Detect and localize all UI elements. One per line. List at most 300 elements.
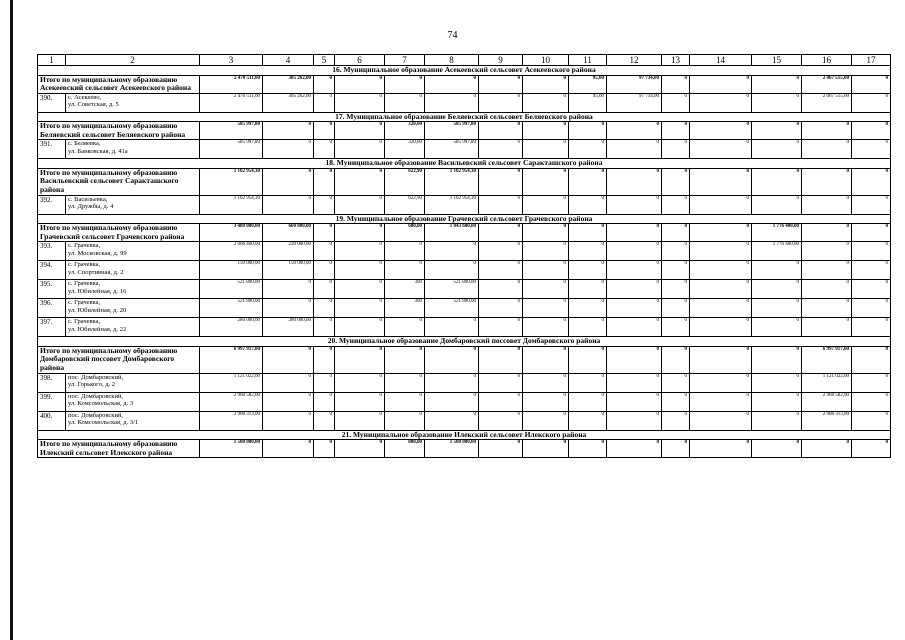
header-cell: 7 bbox=[385, 55, 425, 66]
row-cell: 0 bbox=[263, 299, 314, 318]
row-cell: 0 bbox=[263, 195, 314, 214]
section-total-row bbox=[38, 75, 891, 93]
section-title: 20. Муниципальное образование Домбаровский поссовет Домбаровского района bbox=[38, 337, 891, 347]
row-address bbox=[66, 411, 200, 430]
section-title-row bbox=[38, 214, 891, 224]
row-cell: 0 bbox=[852, 373, 891, 392]
total-cell: 0 bbox=[607, 122, 662, 140]
total-cell: 0 bbox=[752, 122, 802, 140]
table-row bbox=[38, 373, 891, 392]
row-number: 390. bbox=[38, 93, 66, 112]
row-cell: 0 bbox=[425, 392, 479, 411]
total-cell: 1 162 954,30 bbox=[425, 168, 479, 195]
total-cell: 0 bbox=[335, 122, 385, 140]
total-cell: 0 bbox=[263, 346, 314, 373]
row-cell: 2 968 582,00 bbox=[200, 392, 263, 411]
table-body bbox=[38, 55, 891, 458]
row-cell: 0 bbox=[523, 195, 569, 214]
row-cell: 0 bbox=[479, 373, 523, 392]
table-row bbox=[38, 242, 891, 261]
row-cell: 0 bbox=[335, 373, 385, 392]
total-cell: 0 bbox=[802, 440, 852, 458]
row-cell: 0 bbox=[607, 373, 662, 392]
row-cell: 0 bbox=[662, 242, 690, 261]
row-cell: 0 bbox=[607, 392, 662, 411]
row-cell: 0 bbox=[425, 93, 479, 112]
total-cell: 0 bbox=[314, 168, 335, 195]
header-cell: 10 bbox=[523, 55, 569, 66]
total-cell: 0 bbox=[314, 122, 335, 140]
row-address bbox=[66, 195, 200, 214]
row-address bbox=[66, 318, 200, 337]
total-cell: 0 bbox=[752, 346, 802, 373]
row-cell: 0 bbox=[802, 242, 852, 261]
total-cell: 0 bbox=[852, 346, 891, 373]
row-cell: 320,00 bbox=[385, 140, 425, 159]
row-cell: 0 bbox=[690, 242, 752, 261]
table-row bbox=[38, 140, 891, 159]
total-label: Итого по муниципальному образованию Илекский сельсовет Илекского района bbox=[38, 440, 200, 458]
row-cell: 0 bbox=[479, 280, 523, 299]
page-number: 74 bbox=[447, 30, 458, 41]
row-cell: 0 bbox=[314, 318, 335, 337]
total-cell: 0 bbox=[852, 122, 891, 140]
total-cell: 0 bbox=[662, 224, 690, 242]
row-cell: 0 bbox=[662, 392, 690, 411]
total-cell: 0 bbox=[335, 75, 385, 93]
row-cell: 0 bbox=[479, 411, 523, 430]
total-cell: 1 162 954,30 bbox=[200, 168, 263, 195]
row-cell: 0 bbox=[662, 411, 690, 430]
total-cell: 0 bbox=[690, 224, 752, 242]
total-cell: 0 bbox=[335, 224, 385, 242]
header-cell: 8 bbox=[425, 55, 479, 66]
row-cell: 0 bbox=[607, 318, 662, 337]
row-number: 399. bbox=[38, 392, 66, 411]
row-cell: 0 bbox=[690, 318, 752, 337]
row-address bbox=[66, 299, 200, 318]
total-cell: 0 bbox=[607, 440, 662, 458]
row-cell: 0 bbox=[335, 261, 385, 280]
row-address bbox=[66, 140, 200, 159]
row-cell: 0 bbox=[690, 299, 752, 318]
total-cell: 3 480 000,00 bbox=[200, 224, 263, 242]
header-cell: 4 bbox=[263, 55, 314, 66]
header-cell: 17 bbox=[852, 55, 891, 66]
row-cell: 0 bbox=[569, 411, 607, 430]
row-cell: 0 bbox=[385, 242, 425, 261]
row-cell: 280 000,00 bbox=[263, 318, 314, 337]
total-cell: 0 bbox=[263, 440, 314, 458]
row-cell: 0 bbox=[479, 318, 523, 337]
row-number: 396. bbox=[38, 299, 66, 318]
total-cell: 0 bbox=[662, 346, 690, 373]
address-line-1: с. Грачевка, bbox=[68, 318, 101, 326]
table-row bbox=[38, 93, 891, 112]
row-cell: 0 bbox=[802, 195, 852, 214]
total-cell: 0 bbox=[607, 168, 662, 195]
row-cell: 0 bbox=[385, 392, 425, 411]
row-cell: 0 bbox=[523, 318, 569, 337]
section-total-row bbox=[38, 122, 891, 140]
row-cell: 0 bbox=[523, 261, 569, 280]
row-cell: 0 bbox=[690, 392, 752, 411]
row-cell: 0 bbox=[479, 195, 523, 214]
row-cell: 0 bbox=[752, 93, 802, 112]
section-title-row bbox=[38, 112, 891, 122]
row-cell: 0 bbox=[802, 318, 852, 337]
header-cell: 16 bbox=[802, 55, 852, 66]
total-cell: 800,00 bbox=[385, 440, 425, 458]
row-cell: 0 bbox=[607, 261, 662, 280]
row-cell: 0 bbox=[752, 195, 802, 214]
row-cell: 0 bbox=[607, 280, 662, 299]
total-cell: 0 bbox=[752, 75, 802, 93]
row-cell: 0 bbox=[852, 318, 891, 337]
header-cell: 6 bbox=[335, 55, 385, 66]
row-cell: 0 bbox=[662, 93, 690, 112]
total-cell: 0 bbox=[662, 440, 690, 458]
total-cell: 0 bbox=[523, 168, 569, 195]
total-cell: 0 bbox=[425, 75, 479, 93]
row-cell: 0 bbox=[852, 299, 891, 318]
row-cell: 1 776 400,00 bbox=[752, 242, 802, 261]
row-number: 394. bbox=[38, 261, 66, 280]
row-cell: 585 997,80 bbox=[200, 140, 263, 159]
row-cell: 0 bbox=[314, 195, 335, 214]
total-cell: 0 bbox=[263, 168, 314, 195]
row-cell: 0 bbox=[662, 140, 690, 159]
total-cell: 0 bbox=[569, 346, 607, 373]
row-cell: 0 bbox=[335, 93, 385, 112]
row-cell: 0 bbox=[607, 195, 662, 214]
address-line-1: с. Асекеево, bbox=[68, 93, 102, 101]
total-cell: 0 bbox=[385, 346, 425, 373]
row-cell: 0 bbox=[802, 280, 852, 299]
row-cell: 0 bbox=[314, 93, 335, 112]
total-cell: 1 043 600,00 bbox=[425, 224, 479, 242]
row-cell: 0 bbox=[523, 299, 569, 318]
row-cell: 2 006 400,00 bbox=[200, 242, 263, 261]
row-cell: 0 bbox=[802, 261, 852, 280]
total-label: Итого по муниципальному образованию Васильевский сельсовет Саракташского района bbox=[38, 168, 200, 195]
total-cell: 0 bbox=[314, 346, 335, 373]
row-cell: 0 bbox=[335, 140, 385, 159]
row-cell: 300 bbox=[385, 299, 425, 318]
header-row bbox=[38, 55, 891, 66]
row-cell: 0 bbox=[523, 140, 569, 159]
header-cell: 15 bbox=[752, 55, 802, 66]
address-line-2: ул. Дружбы, д. 4 bbox=[68, 203, 114, 211]
row-number: 397. bbox=[38, 318, 66, 337]
row-cell: 0 bbox=[662, 261, 690, 280]
row-number: 398. bbox=[38, 373, 66, 392]
total-label: Итого по муниципальному образованию Домбаровский поссовет Домбаровского района bbox=[38, 346, 200, 373]
row-cell: 0 bbox=[479, 299, 523, 318]
section-title: 17. Муниципальное образование Беляевский сельсовет Беляевского района bbox=[38, 112, 891, 122]
row-cell: 0 bbox=[335, 195, 385, 214]
address-line-2: ул. Горького, д. 2 bbox=[68, 381, 115, 389]
address-line-1: с. Грачевка, bbox=[68, 261, 101, 269]
row-cell: 622,90 bbox=[385, 195, 425, 214]
row-cell: 0 bbox=[690, 93, 752, 112]
header-cell: 2 bbox=[66, 55, 200, 66]
row-cell: 0 bbox=[385, 411, 425, 430]
row-cell: 0 bbox=[314, 261, 335, 280]
address-line-1: с. Васильевка, bbox=[68, 195, 108, 203]
section-title-row bbox=[38, 66, 891, 76]
table-row bbox=[38, 299, 891, 318]
section-title: 19. Муниципальное образование Грачевский сельсовет Грачевского района bbox=[38, 214, 891, 224]
row-cell: 0 bbox=[479, 93, 523, 112]
total-cell: 6 997 917,00 bbox=[802, 346, 852, 373]
row-cell: 1 121 022,00 bbox=[200, 373, 263, 392]
register-table bbox=[37, 54, 891, 458]
row-cell: 2 908 313,00 bbox=[200, 411, 263, 430]
row-cell: 0 bbox=[425, 242, 479, 261]
row-cell: 521 800,00 bbox=[200, 299, 263, 318]
row-cell: 0 bbox=[607, 411, 662, 430]
section-total-row bbox=[38, 224, 891, 242]
row-cell: 0 bbox=[569, 392, 607, 411]
table-row bbox=[38, 280, 891, 299]
total-cell: 0 bbox=[523, 75, 569, 93]
section-total-row bbox=[38, 440, 891, 458]
row-cell: 0 bbox=[802, 140, 852, 159]
row-cell: 0 bbox=[263, 140, 314, 159]
row-cell: 280 000,00 bbox=[200, 318, 263, 337]
total-cell: 0 bbox=[523, 440, 569, 458]
table-row bbox=[38, 318, 891, 337]
row-cell: 0 bbox=[662, 195, 690, 214]
row-cell: 2 067 515,00 bbox=[802, 93, 852, 112]
row-cell: 0 bbox=[335, 242, 385, 261]
row-cell: 0 bbox=[690, 261, 752, 280]
address-line-2: ул. Комсомольская, д. 3/1 bbox=[68, 419, 139, 427]
total-cell: 97 734,00 bbox=[607, 75, 662, 93]
row-cell: 0 bbox=[385, 318, 425, 337]
address-line-2: ул. Комсомольская, д. 3 bbox=[68, 400, 134, 408]
row-cell: 0 bbox=[569, 140, 607, 159]
row-cell: 0 bbox=[479, 261, 523, 280]
row-cell: 0 bbox=[752, 392, 802, 411]
row-cell: 0 bbox=[852, 280, 891, 299]
row-cell: 0 bbox=[425, 318, 479, 337]
row-address bbox=[66, 242, 200, 261]
address-line-2: ул. Спортивная, д. 2 bbox=[68, 269, 124, 277]
row-cell: 0 bbox=[852, 411, 891, 430]
row-cell: 97 734,00 bbox=[607, 93, 662, 112]
header-cell: 1 bbox=[38, 55, 66, 66]
row-cell: 0 bbox=[690, 195, 752, 214]
total-cell: 0 bbox=[569, 122, 607, 140]
row-cell: 0 bbox=[263, 411, 314, 430]
total-cell: 2 470 511,00 bbox=[200, 75, 263, 93]
row-cell: 0 bbox=[314, 299, 335, 318]
row-cell: 0 bbox=[690, 280, 752, 299]
row-cell: 0 bbox=[425, 261, 479, 280]
total-cell: 0 bbox=[607, 224, 662, 242]
section-total-row bbox=[38, 346, 891, 373]
total-cell: 320,00 bbox=[385, 122, 425, 140]
table-row bbox=[38, 195, 891, 214]
total-cell: 0 bbox=[752, 168, 802, 195]
row-cell: 0 bbox=[752, 299, 802, 318]
total-cell: 2 067 515,00 bbox=[802, 75, 852, 93]
total-cell: 0 bbox=[852, 168, 891, 195]
address-line-2: ул. Юбилейная, д. 22 bbox=[68, 326, 127, 334]
row-cell: 0 bbox=[314, 280, 335, 299]
address-line-1: пос. Домбаровский, bbox=[68, 373, 124, 381]
table-row bbox=[38, 392, 891, 411]
row-cell: 0 bbox=[662, 373, 690, 392]
total-cell: 585 997,80 bbox=[425, 122, 479, 140]
row-cell: 0 bbox=[314, 392, 335, 411]
row-cell: 0 bbox=[752, 261, 802, 280]
total-cell: 0 bbox=[335, 346, 385, 373]
total-cell: 0 bbox=[607, 346, 662, 373]
table-row bbox=[38, 411, 891, 430]
row-cell: 95,00 bbox=[569, 93, 607, 112]
row-cell: 0 bbox=[690, 411, 752, 430]
total-cell: 95,00 bbox=[569, 75, 607, 93]
row-cell: 0 bbox=[523, 280, 569, 299]
total-cell: 660 000,00 bbox=[263, 224, 314, 242]
row-cell: 0 bbox=[569, 242, 607, 261]
table-row bbox=[38, 261, 891, 280]
total-cell: 0 bbox=[569, 224, 607, 242]
address-line-2: ул. Московская, д. 99 bbox=[68, 250, 127, 258]
row-cell: 150 000,00 bbox=[200, 261, 263, 280]
row-address bbox=[66, 261, 200, 280]
row-cell: 0 bbox=[263, 392, 314, 411]
row-cell: 0 bbox=[314, 140, 335, 159]
row-cell: 0 bbox=[569, 318, 607, 337]
row-cell: 0 bbox=[335, 411, 385, 430]
address-line-2: ул. Юбилейная, д. 20 bbox=[68, 307, 127, 315]
row-cell: 0 bbox=[385, 261, 425, 280]
row-cell: 0 bbox=[802, 299, 852, 318]
row-cell: 0 bbox=[852, 261, 891, 280]
row-cell: 0 bbox=[852, 242, 891, 261]
row-number: 393. bbox=[38, 242, 66, 261]
total-cell: 0 bbox=[662, 75, 690, 93]
total-cell: 0 bbox=[479, 440, 523, 458]
address-line-1: с. Грачевка, bbox=[68, 242, 101, 250]
row-cell: 0 bbox=[662, 280, 690, 299]
total-cell: 0 bbox=[802, 168, 852, 195]
address-line-1: пос. Домбаровский, bbox=[68, 392, 124, 400]
row-cell: 0 bbox=[479, 242, 523, 261]
total-cell: 6 997 917,00 bbox=[200, 346, 263, 373]
address-line-1: с. Грачевка, bbox=[68, 280, 101, 288]
row-address bbox=[66, 373, 200, 392]
total-cell: 0 bbox=[690, 75, 752, 93]
row-cell: 0 bbox=[752, 140, 802, 159]
row-cell: 2 968 582,00 bbox=[802, 392, 852, 411]
total-cell: 0 bbox=[335, 168, 385, 195]
address-line-1: с. Беляевка, bbox=[68, 140, 101, 148]
row-cell: 0 bbox=[607, 299, 662, 318]
total-cell: 0 bbox=[690, 346, 752, 373]
total-cell: 0 bbox=[479, 168, 523, 195]
total-cell: 0 bbox=[314, 224, 335, 242]
header-cell: 3 bbox=[200, 55, 263, 66]
row-cell: 2 908 313,00 bbox=[802, 411, 852, 430]
total-cell: 0 bbox=[425, 346, 479, 373]
total-cell: 0 bbox=[852, 75, 891, 93]
total-cell: 622,90 bbox=[385, 168, 425, 195]
row-cell: 0 bbox=[425, 411, 479, 430]
header-cell: 14 bbox=[690, 55, 752, 66]
row-cell: 0 bbox=[752, 280, 802, 299]
row-cell: 0 bbox=[335, 280, 385, 299]
header-cell: 13 bbox=[662, 55, 690, 66]
total-cell: 0 bbox=[523, 346, 569, 373]
section-title-row bbox=[38, 159, 891, 169]
row-cell: 0 bbox=[385, 93, 425, 112]
row-cell: 0 bbox=[479, 392, 523, 411]
total-cell: 0 bbox=[314, 75, 335, 93]
total-cell: 1 500 000,00 bbox=[200, 440, 263, 458]
row-cell: 0 bbox=[569, 299, 607, 318]
row-cell: 300 bbox=[385, 280, 425, 299]
total-cell: 0 bbox=[523, 122, 569, 140]
row-cell: 0 bbox=[690, 140, 752, 159]
total-cell: 0 bbox=[690, 168, 752, 195]
address-line-1: с. Грачевка, bbox=[68, 299, 101, 307]
total-cell: 585 997,80 bbox=[200, 122, 263, 140]
row-cell: 1 162 954,30 bbox=[425, 195, 479, 214]
row-cell: 0 bbox=[335, 392, 385, 411]
row-number: 395. bbox=[38, 280, 66, 299]
total-cell: 0 bbox=[385, 75, 425, 93]
row-cell: 2 470 511,00 bbox=[200, 93, 263, 112]
row-cell: 1 162 954,30 bbox=[200, 195, 263, 214]
row-cell: 0 bbox=[335, 318, 385, 337]
row-cell: 0 bbox=[523, 242, 569, 261]
total-cell: 0 bbox=[802, 224, 852, 242]
total-cell: 0 bbox=[802, 122, 852, 140]
row-cell: 0 bbox=[523, 93, 569, 112]
row-cell: 0 bbox=[752, 373, 802, 392]
total-cell: 0 bbox=[569, 440, 607, 458]
section-title: 18. Муниципальное образование Васильевский сельсовет Саракташского района bbox=[38, 159, 891, 169]
total-cell: 0 bbox=[479, 224, 523, 242]
section-title: 21. Муниципальное образование Илекский сельсовет Илекского района bbox=[38, 430, 891, 440]
total-cell: 0 bbox=[479, 75, 523, 93]
row-cell: 1 121 022,00 bbox=[802, 373, 852, 392]
row-cell: 0 bbox=[852, 392, 891, 411]
row-cell: 230 000,00 bbox=[263, 242, 314, 261]
address-line-2: ул. Советская, д. 5 bbox=[68, 101, 119, 109]
header-cell: 5 bbox=[314, 55, 335, 66]
total-cell: 0 bbox=[335, 440, 385, 458]
row-cell: 0 bbox=[479, 140, 523, 159]
row-cell: 305 262,00 bbox=[263, 93, 314, 112]
row-cell: 0 bbox=[607, 140, 662, 159]
row-cell: 0 bbox=[335, 299, 385, 318]
row-cell: 0 bbox=[752, 411, 802, 430]
row-cell: 521 800,00 bbox=[425, 280, 479, 299]
row-cell: 0 bbox=[314, 411, 335, 430]
total-cell: 305 262,00 bbox=[263, 75, 314, 93]
row-cell: 585 997,80 bbox=[425, 140, 479, 159]
row-cell: 0 bbox=[852, 195, 891, 214]
total-cell: 0 bbox=[662, 122, 690, 140]
row-cell: 0 bbox=[523, 392, 569, 411]
total-label: Итого по муниципальному образованию Асекеевский сельсовет Асекеевского района bbox=[38, 75, 200, 93]
